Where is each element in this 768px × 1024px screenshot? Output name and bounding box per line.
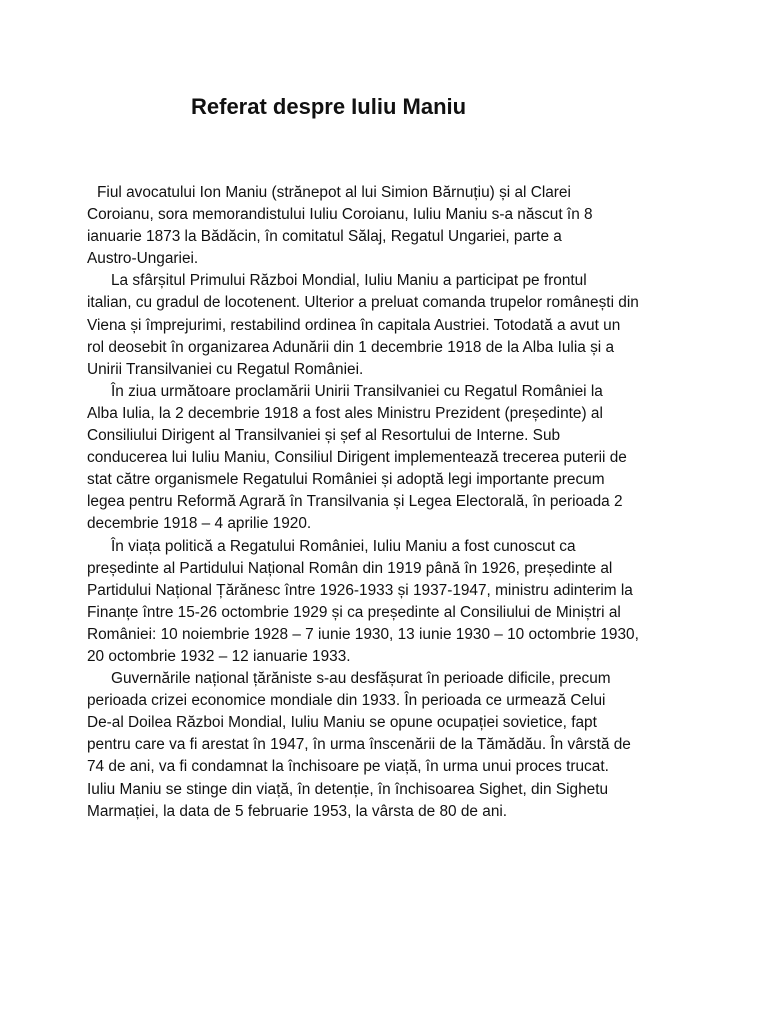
text-line: În viața politică a Regatului României, Iuliu Maniu a fost cunoscut ca bbox=[111, 537, 576, 555]
text-line: stat către organismele Regatului României și adoptă legi importante precum bbox=[87, 471, 605, 489]
paragraph-2 bbox=[87, 270, 687, 380]
text-line: Consiliului Dirigent al Transilvaniei și șef al Resortului de Interne. Sub bbox=[87, 427, 561, 445]
paragraph-3 bbox=[87, 381, 687, 536]
text-line: României: 10 noiembrie 1928 – 7 iunie 1930, 13 iunie 1930 – 10 octombrie 1930, bbox=[87, 625, 639, 643]
text-line: Austro-Ungariei. bbox=[87, 250, 199, 268]
text-line: Fiul avocatului Ion Maniu (strănepot al lui Simion Bărnuțiu) și al Clarei bbox=[97, 184, 571, 201]
text-line: De-al Doilea Război Mondial, Iuliu Maniu se opune ocupației sovietice, fapt bbox=[87, 714, 597, 732]
document-body bbox=[87, 182, 687, 823]
text-line: În ziua următoare proclamării Unirii Transilvaniei cu Regatul României la bbox=[111, 382, 603, 400]
text-line: 74 de ani, va fi condamnat la închisoare pe viață, în urma unui proces trucat. bbox=[87, 758, 609, 776]
text-line: legea pentru Reformă Agrară în Transilvania și Legea Electorală, în perioada 2 bbox=[87, 493, 623, 511]
text-line: Viena și împrejurimi, restabilind ordinea în capitala Austriei. Totodată a avut un bbox=[87, 316, 621, 334]
text-line: 20 octombrie 1932 – 12 ianuarie 1933. bbox=[87, 647, 351, 665]
text-line: Partidului Național Țărănesc între 1926-1933 și 1937-1947, ministru adinterim la bbox=[87, 581, 633, 599]
text-line: Finanțe între 15-26 octombrie 1929 și ca președinte al Consiliului de Miniștri al bbox=[87, 603, 621, 621]
text-line: perioada crizei economice mondiale din 1933. În perioada ce urmează Celui bbox=[87, 692, 606, 710]
text-line: Guvernările național țărăniste s-au desfășurat în perioade dificile, precum bbox=[111, 670, 611, 688]
paragraph-5 bbox=[87, 668, 687, 823]
paragraph-4 bbox=[87, 536, 687, 669]
text-line: decembrie 1918 – 4 aprilie 1920. bbox=[87, 515, 312, 533]
text-line: Unirii Transilvaniei cu Regatul României. bbox=[87, 360, 364, 378]
document-title: Referat despre Iuliu Maniu bbox=[191, 94, 467, 119]
text-line: italian, cu gradul de locotenent. Ulterior a preluat comanda trupelor românești din bbox=[87, 294, 639, 312]
text-line: Iuliu Maniu se stinge din viață, în detenție, în închisoarea Sighet, din Sighetu bbox=[87, 780, 609, 798]
text-line: Alba Iulia, la 2 decembrie 1918 a fost ales Ministru Prezident (președinte) al bbox=[87, 404, 603, 422]
text-line: Coroianu, sora memorandistului Iuliu Coroianu, Iuliu Maniu s-a născut în 8 bbox=[87, 206, 593, 224]
paragraph-1 bbox=[87, 182, 687, 270]
text-line: pentru care va fi arestat în 1947, în urma înscenării de la Tămădău. În vârstă de bbox=[87, 736, 631, 754]
text-line: ianuarie 1873 la Bădăcin, în comitatul Sălaj, Regatul Ungariei, parte a bbox=[87, 228, 562, 246]
text-line: conducerea lui Iuliu Maniu, Consiliul Dirigent implementează trecerea puterii de bbox=[87, 449, 627, 467]
text-line: președinte al Partidului Național Român din 1919 până în 1926, președinte al bbox=[87, 559, 613, 577]
text-line: Marmației, la data de 5 februarie 1953, la vârsta de 80 de ani. bbox=[87, 802, 508, 820]
text-line: rol deosebit în organizarea Adunării din 1 decembrie 1918 de la Alba Iulia și a bbox=[87, 338, 615, 356]
text-line: La sfârșitul Primului Război Mondial, Iuliu Maniu a participat pe frontul bbox=[111, 272, 587, 290]
